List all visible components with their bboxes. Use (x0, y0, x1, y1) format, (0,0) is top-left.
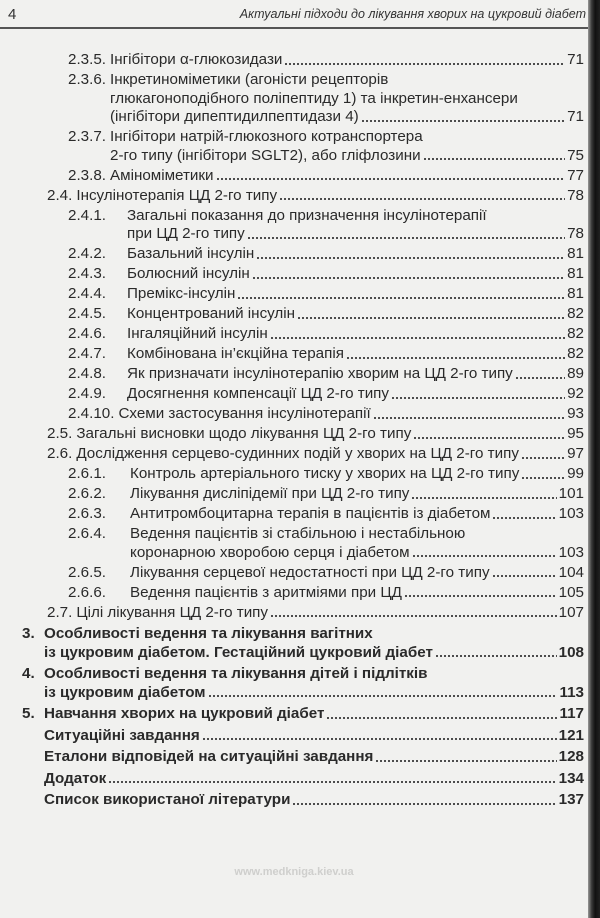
toc-entry-page: 128 (558, 748, 584, 765)
toc-entry-number: 2.6.6. (68, 583, 106, 601)
toc-entry-title-line: Лікування серцевої недостатності при ЦД 2-го типу (130, 563, 490, 581)
toc-entry-number: 2.4.6. (68, 325, 106, 342)
toc-entry-number: 2.6.2. (68, 485, 106, 502)
toc-entry-title-line: Інсулінотерапія ЦД 2-го типу (76, 186, 278, 204)
toc-entry-title-line: Досягнення компенсації ЦД 2-го типу (127, 385, 389, 402)
dot-leader (297, 316, 565, 320)
toc-entry-title-line: коронарною хворобою серця і діабетом (130, 543, 410, 561)
toc-entry-page: 82 (567, 325, 584, 342)
toc-entry-number: 2.7. (47, 603, 73, 621)
toc-entry[interactable] (0, 345, 584, 364)
toc-entry-title-line: Аміноміметики (110, 166, 214, 184)
toc-entry[interactable] (0, 791, 584, 810)
header-rule (0, 27, 588, 29)
toc-entry[interactable] (0, 265, 584, 284)
toc-entry[interactable] (0, 245, 584, 264)
toc-entry-title-line: Навчання хворих на цукровий діабет (44, 705, 325, 722)
toc-entry-title-line: Премікс-інсулін (127, 285, 236, 302)
toc-entry-title-line: Ситуаційні завдання (44, 726, 200, 744)
toc-entry-page: 99 (567, 465, 584, 482)
toc-entry-title-line: Інгаляційний інсулін (127, 325, 268, 342)
running-title: Актуальні підходи до лікування хворих на цукровий діабет (239, 7, 586, 21)
toc-entry-page: 137 (558, 791, 584, 808)
toc-entry-title-line: 2-го типу (інгібітори SGLT2), або гліфлозини (110, 146, 421, 164)
toc-entry-page: 104 (558, 563, 584, 581)
toc-entry-number: 2.6.1. (68, 465, 106, 482)
toc-entry-page: 108 (558, 643, 584, 661)
dot-leader (404, 594, 557, 598)
dot-leader (279, 197, 565, 201)
toc-entry-title-line: Ведення пацієнтів з аритміями при ЦД (130, 583, 402, 601)
toc-entry[interactable] (0, 425, 584, 444)
toc-entry-page: 78 (567, 186, 584, 204)
dot-leader (252, 276, 565, 280)
toc-entry-number: 2.5. (47, 425, 73, 442)
toc-entry-number: 2.3.5. (68, 51, 106, 68)
toc-entry[interactable] (0, 365, 584, 384)
toc-entry-title-line: Антитромбоцитарна терапія в пацієнтів із діабетом (130, 505, 491, 522)
toc-entry-number (0, 770, 44, 789)
dot-leader (202, 737, 557, 741)
toc-entry-number: 2.4.9. (68, 385, 106, 402)
toc-entry-page: 71 (567, 51, 584, 68)
toc-entry[interactable] (0, 71, 584, 127)
table-of-contents (0, 51, 584, 811)
dot-leader (216, 177, 566, 181)
toc-entry-title-line: із цукровим діабетом. Гестаційний цукровий діабет (44, 643, 433, 661)
toc-entry-number: 2.6.5. (68, 563, 106, 581)
toc-entry-title-line: Базальний інсулін (127, 245, 255, 262)
toc-entry-number: 2.4.10. (68, 405, 115, 422)
toc-entry-page: 107 (558, 603, 584, 621)
toc-entry[interactable] (0, 665, 584, 702)
toc-entry[interactable] (0, 604, 584, 623)
dot-leader (373, 416, 565, 420)
toc-entry-title-line: Як призначати інсулінотерапію хворим на ЦД 2-го типу (127, 365, 513, 382)
toc-entry-title-line: при ЦД 2-го типу (127, 225, 245, 242)
toc-entry-number: 5. (22, 705, 35, 722)
toc-entry-page: 89 (567, 365, 584, 382)
toc-entry-page: 97 (567, 445, 584, 462)
toc-entry-number: 2.4.7. (68, 345, 106, 362)
toc-entry[interactable] (0, 748, 584, 767)
toc-entry-number: 2.4. (47, 186, 73, 204)
toc-entry-number (0, 748, 44, 767)
toc-entry[interactable] (0, 505, 584, 524)
toc-entry-page: 82 (567, 345, 584, 362)
toc-entry[interactable] (0, 564, 584, 583)
toc-entry-title-line: Список використаної літератури (44, 791, 291, 808)
toc-entry-number (0, 791, 44, 810)
toc-entry-title-line: Концентрований інсулін (127, 305, 296, 322)
toc-entry[interactable] (0, 305, 584, 324)
toc-entry-page: 121 (558, 726, 584, 744)
page-number: 4 (8, 6, 17, 23)
dot-leader (492, 574, 557, 578)
toc-entry[interactable] (0, 727, 584, 746)
dot-leader (521, 456, 565, 460)
dot-leader (515, 376, 565, 380)
toc-entry-title-line: із цукровим діабетом (44, 683, 206, 701)
toc-entry[interactable] (0, 485, 584, 504)
toc-entry-title-line: Інгібітори α-глюкозидази (110, 51, 283, 68)
toc-entry[interactable] (0, 285, 584, 304)
toc-entry-number: 2.3.7. (68, 128, 106, 145)
toc-entry[interactable] (0, 187, 584, 206)
toc-entry-page: 71 (567, 108, 584, 125)
dot-leader (375, 759, 556, 763)
toc-entry-number: 3. (22, 625, 35, 642)
dot-leader (292, 802, 556, 806)
toc-entry[interactable] (0, 705, 584, 724)
dot-leader (208, 694, 558, 698)
toc-entry-page: 81 (567, 245, 584, 262)
toc-entry[interactable] (0, 167, 584, 186)
toc-entry-page: 75 (567, 146, 584, 164)
book-spine-edge (588, 0, 600, 918)
toc-entry-title-line: глюкагоноподібного поліпептиду 1) та інкретин-енхансери (110, 89, 518, 107)
toc-entry[interactable] (0, 128, 584, 165)
watermark: www.medkniga.kiev.ua (234, 866, 354, 878)
toc-entry[interactable] (0, 207, 584, 244)
toc-entry-title-line: Схеми застосування інсулінотерапії (118, 405, 371, 422)
toc-entry[interactable] (0, 525, 584, 562)
toc-entry-page: 105 (558, 583, 584, 601)
toc-entry-page: 81 (567, 265, 584, 282)
toc-entry[interactable] (0, 770, 584, 789)
toc-entry-number: 2.4.1. (68, 206, 106, 224)
toc-entry-page: 95 (567, 425, 584, 442)
toc-entry[interactable] (0, 445, 584, 464)
dot-leader (423, 157, 566, 161)
toc-entry-title-line: Дослідження серцево-судинних подій у хворих на ЦД 2-го типу (76, 445, 519, 462)
toc-entry[interactable] (0, 405, 584, 424)
toc-entry-number: 2.3.8. (68, 166, 106, 184)
dot-leader (256, 256, 565, 260)
toc-entry-number: 2.6. (47, 445, 73, 462)
toc-entry[interactable] (0, 625, 584, 662)
dot-leader (247, 236, 565, 240)
dot-leader (492, 516, 556, 520)
toc-entry-title-line: Загальні показання до призначення інсулінотерапії (127, 206, 487, 224)
toc-entry-page: 117 (559, 705, 584, 722)
toc-entry-title-line: (інгібітори дипептидилпептидази 4) (110, 108, 359, 125)
toc-entry-title-line: Особливості ведення та лікування вагітних (44, 625, 373, 642)
toc-entry-title-line: Особливості ведення та лікування дітей і підлітків (44, 665, 428, 682)
toc-entry-title-line: Ведення пацієнтів зі стабільною і нестабільною (130, 525, 466, 542)
toc-entry-page: 103 (558, 505, 584, 522)
toc-entry-page: 81 (567, 285, 584, 302)
dot-leader (361, 119, 565, 123)
dot-leader (270, 614, 557, 618)
dot-leader (412, 554, 557, 558)
toc-entry-title-line: Загальні висновки щодо лікування ЦД 2-го типу (76, 425, 412, 442)
toc-entry-title-line: Еталони відповідей на ситуаційні завдання (44, 748, 374, 765)
toc-entry-title-line: Цілі лікування ЦД 2-го типу (76, 603, 268, 621)
toc-entry-title-line: Інгібітори натрій-глюкозного котранспортера (110, 128, 423, 145)
dot-leader (326, 716, 557, 720)
toc-entry-title-line: Інкретиноміметики (агоністи рецепторів (110, 71, 389, 88)
toc-entry[interactable] (0, 584, 584, 603)
toc-entry[interactable] (0, 465, 584, 484)
toc-entry-number: 2.3.6. (68, 71, 106, 88)
toc-entry-title-line: Лікування дисліпідемії при ЦД 2-го типу (130, 485, 410, 502)
toc-entry[interactable] (0, 51, 584, 70)
toc-entry-number: 4. (22, 665, 35, 682)
toc-entry-title-line: Комбінована ін’єкційна терапія (127, 345, 344, 362)
toc-entry-title-line: Додаток (44, 769, 107, 787)
toc-entry-page: 101 (558, 485, 584, 502)
toc-entry-number: 2.6.3. (68, 505, 106, 522)
dot-leader (108, 780, 556, 784)
toc-entry-number (0, 727, 44, 746)
toc-entry-page: 103 (558, 543, 584, 561)
toc-entry-page: 78 (567, 225, 584, 242)
toc-entry-number: 2.6.4. (68, 525, 106, 542)
dot-leader (284, 62, 565, 66)
toc-entry-number: 2.4.3. (68, 265, 106, 282)
toc-entry-title-line: Болюсний інсулін (127, 265, 250, 282)
toc-entry-page: 93 (567, 405, 584, 422)
toc-entry-page: 82 (567, 305, 584, 322)
toc-entry-page: 113 (559, 683, 584, 701)
toc-entry[interactable] (0, 385, 584, 404)
toc-entry-title-line: Контроль артеріального тиску у хворих на ЦД 2-го типу (130, 465, 520, 482)
toc-entry-page: 92 (567, 385, 584, 402)
toc-entry-page: 77 (567, 166, 584, 184)
toc-entry-number: 2.4.8. (68, 365, 106, 382)
toc-entry-number: 2.4.2. (68, 245, 106, 262)
toc-entry-number: 2.4.5. (68, 305, 106, 322)
dot-leader (391, 396, 565, 400)
dot-leader (346, 356, 565, 360)
dot-leader (413, 436, 565, 440)
toc-entry-page: 134 (558, 769, 584, 787)
toc-entry-number: 2.4.4. (68, 285, 106, 302)
dot-leader (435, 654, 557, 658)
dot-leader (270, 336, 565, 340)
toc-entry[interactable] (0, 325, 584, 344)
dot-leader (521, 476, 565, 480)
dot-leader (237, 296, 565, 300)
dot-leader (411, 496, 556, 500)
